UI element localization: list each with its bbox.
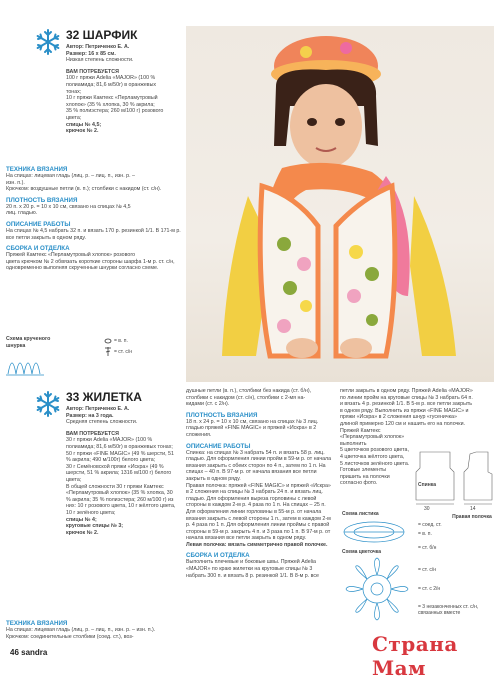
legend-st2n: = ст. с 2/н [418, 586, 441, 592]
vest-desc-1: Правая полочка: пряжей «FINE MAGIC» и пряжей «Искра» в 2 сложения на спицы № 3 набрать 24 п. и вязать лиц. гладью. Для оформления выреза горловины с левой стороны в каждом 2-м р. 4 раза по 1 п. На спицах – 25 п. Для оформления линии горловины в 55-м р. от начала вязания закрыть с левой стороны 1 п., затем в каждом 2-м р. 4 раза по 1 п. Для оформления линии проймы с правой стороны в 59-м р. закрыть 4 п. и 3 раза по 1 п. В 97-м р. от начала вязания все петли закрыть в одном ряду. [186, 482, 331, 542]
vest-col2-1: столбики с накидом (ст. с/н), столбики с 2-мя на- [186, 394, 306, 401]
leaf-scheme-diagram [340, 518, 408, 546]
vest-col3-8: 5 листочков зелёного цвета. Готовые элементы [340, 460, 410, 474]
legend-stsn: = ст. с/н [418, 567, 436, 573]
vest-need-5: круговые спицы № 3; [66, 523, 124, 530]
scarf-title: 32 ШАРФИК [66, 28, 138, 42]
scarf-legend-vp: = в. п. [114, 338, 128, 344]
page-number: 46 sandra [10, 648, 48, 657]
scarf-need-3: 10 г пряжи Камтекс «Перламутровый [66, 95, 158, 102]
scarf-need-7: спицы № 4,5; [66, 121, 102, 128]
pattern-front-dim: 14 [470, 506, 476, 512]
vest-col3-9: пришить на полочки согласно фото. [340, 473, 390, 487]
scarf-tech-0: На спицах: лицевая гладь (лиц. р. – лиц. п., изн. р. – [6, 173, 135, 179]
vest-col3-7: 5 цветочков розового цвета, 4 цветочка жёлтого цвета, [340, 447, 409, 460]
vest-difficulty: Средняя степень сложности. [66, 419, 138, 426]
scarf-density-head: ПЛОТНОСТЬ ВЯЗАНИЯ [6, 196, 78, 204]
vest-title: 33 ЖИЛЕТКА [66, 390, 142, 404]
legend-3nez: = 3 незаконченных ст. с/н, связанных вместе [418, 604, 479, 616]
double-crochet-icon [104, 347, 112, 356]
vest-assembly-head: СБОРКА И ОТДЕЛКА [186, 552, 250, 560]
vest-author: Автор: Петриченко Е. А. [66, 406, 130, 412]
leaf-scheme-label: Схема листика [342, 511, 379, 517]
pattern-back-label: Спинка [418, 482, 437, 488]
vest-need-4: спицы № 4; [66, 516, 97, 523]
vest-density-head: ПЛОТНОСТЬ ВЯЗАНИЯ [186, 411, 258, 419]
vest-col3-3: в одном ряду. Выполнить из пряжи «FINE MAGIC» и [340, 407, 469, 414]
vest-need-6: крючок № 2. [66, 529, 99, 536]
scarf-tech-1: изн. п.). [6, 179, 25, 186]
vest-need-2: 30 г Семёновской пряжи «Искра» (49 % шерсти, 51 % акрила; 1316 м/100 г) белого цвета; [66, 463, 172, 483]
vest-assembly-0: Выполнить плечевые и боковые швы. Пряжей Adelia «MAJOR» по краю жилетки на круговые спицы № 3 набрать 300 п. и вязать 8 р. резинкой 1/1. В 8-м р. все [186, 559, 319, 579]
vest-desc-2: Левая полочка: вязать симметрично правой полочке. [186, 541, 328, 548]
legend-vp: = в. п. [418, 531, 432, 537]
scarf-desc-0: На спицах № 4,5 набрать 32 п. и вязать 170 р. резинкой 1/1. В 171-м р. все петли закрыть в одном ряду. [6, 227, 181, 241]
vest-col3-1: по линии пройм на круговые спицы № 3 набрать 64 п. [340, 394, 473, 401]
photo-child-in-vest [186, 26, 494, 382]
scarf-tech-2: Крючком: воздушные петли (в. п.); столбики с накидом (ст. с/н). [6, 186, 162, 193]
scarf-desc-head: ОПИСАНИЕ РАБОТЫ [6, 220, 71, 228]
vest-need-1: 50 г пряжи «FINE MAGIC» (49 % шерсти, 51 % акрила; 490 м/100г) белого цвета; [66, 450, 174, 464]
scarf-assembly-0: Пряжей Камтекс «Перламутровый хлопок» розового [6, 252, 136, 259]
vest-need-3: В общей сложности 30 г пряжи Камтекс «Перламутровый хлопок» (35 % хлопка, 30 % акрила; 35 % полиэстера; 260 м/100 г) из них: 10 г розового цвета, 10 г жёлтого цвета, 10 г зелёного цвета; [66, 483, 176, 516]
scarf-need-2: тонах; [66, 88, 82, 95]
legend-connect: = соед. ст. [418, 522, 442, 528]
vest-col2-2: кидами (ст. с 2/н). [186, 401, 230, 408]
scarf-need-4: хлопок» (35 % хлопка, 30 % акрила; [66, 101, 155, 108]
vest-desc-head: ОПИСАНИЕ РАБОТЫ [186, 442, 251, 450]
vest-tech-head: ТЕХНИКА ВЯЗАНИЯ [6, 620, 68, 627]
scarf-assembly-1: цвета крючком № 2 обвязать короткие стороны шарфа 1-м р. ст. с/н, одновременно выполняя скрученные шнурки согласно схеме. [6, 258, 175, 272]
scarf-legend-stsn: = ст. с/н [114, 349, 132, 355]
scarf-tech-head: ТЕХНИКА ВЯЗАНИЯ [6, 166, 68, 173]
snowflake-icon-2 [34, 390, 62, 418]
snowflake-icon [34, 28, 62, 56]
vest-col3-4: пряжи «Искра» в 2 сложения шнур «гусеничка» [340, 414, 457, 421]
flower-scheme-diagram [344, 556, 410, 622]
vest-need-head: ВАМ ПОТРЕБУЕТСЯ [66, 430, 119, 437]
vest-col2-0: душные петли (в. п.), столбики без накида (ст. б/н), [186, 388, 312, 394]
vest-col3-0: петли закрыть в одном ряду. Пряжей Adelia «MAJOR» [340, 388, 473, 394]
flower-scheme-label: Схема цветочка [342, 549, 382, 555]
scarf-need-6: цвета; [66, 114, 82, 121]
legend-stbn: = ст. б/н [418, 545, 437, 551]
cord-scheme-diagram [6, 348, 46, 378]
scarf-need-head: ВАМ ПОТРЕБУЕТСЯ [66, 68, 119, 75]
vest-need-0: 30 г пряжи Adelia «MAJOR» (100 % полиамида; 81,6 м/50г) в оранжевых тонах; [66, 437, 173, 450]
scarf-scheme-label: Схема крученого шнурка [6, 336, 51, 349]
scarf-assembly-head: СБОРКА И ОТДЕЛКА [6, 245, 70, 253]
vest-density-0: 18 п. х 24 р. = 10 х 10 см, связано на спицах № 3 лиц. гладью пряжей «FINE MAGIC» и пряжей «Искра» в 2 сложения. [186, 418, 319, 438]
scarf-author: Автор: Петриченко Е. А. [66, 44, 130, 50]
pattern-width-dim: 30 [424, 506, 430, 512]
vest-size: Размер: на 3 года. [66, 412, 114, 419]
vest-tech-1: Крючком: соединительные столбики (соед. ст.), воз- [6, 633, 134, 640]
scarf-density-0: 20 п. х 20 р. = 10 х 10 см, связано на спицах № 4,5 [6, 203, 131, 210]
vest-col3-6: Пряжей Камтекс «Перламутровый хлопок» выполнить [340, 427, 405, 447]
scarf-need-0: 100 г пряжи Adelia «MAJOR» (100 % [66, 75, 156, 82]
pattern-front-label: Правая полочка [452, 514, 492, 520]
vest-col3-5: длиной примерно 120 см и нашить его на полочки. [340, 420, 466, 427]
scarf-need-1: полиамида; 81,6 м/50г) в оранжевых [66, 81, 157, 88]
scarf-need-5: 35 % полиэстера; 260 м/100 г) розового [66, 108, 164, 115]
scarf-difficulty: Низкая степень сложности. [66, 57, 134, 64]
vest-tech-0: На спицах: лицевая гладь (лиц. р. – лиц. п., изн. р. – изн. п.). [6, 627, 156, 633]
vest-pattern-diagram [412, 448, 496, 506]
chain-stitch-icon [104, 338, 112, 344]
scarf-density-1: лиц. гладью. [6, 210, 38, 217]
vest-col3-2: и вязать 4 р. резинкой 1/1. В 5-м р. все петли закрыть [340, 401, 473, 408]
scarf-size: Размер: 16 х 85 см. [66, 50, 116, 57]
site-logo: Страна Мам [372, 632, 458, 680]
scarf-need-8: крючок № 2. [66, 128, 99, 135]
vest-desc-0: Спинка: на спицах № 3 набрать 54 п. и вязать 58 р. лиц. гладью. Для оформления линии пройм в 59-м р. от начала вязания закрыть с обеих сторон по 4 п., затем по 1 п. На спицах – 40 п. В 97-м р. от начала вязания все петли закрыть в одном ряду. [186, 449, 332, 482]
